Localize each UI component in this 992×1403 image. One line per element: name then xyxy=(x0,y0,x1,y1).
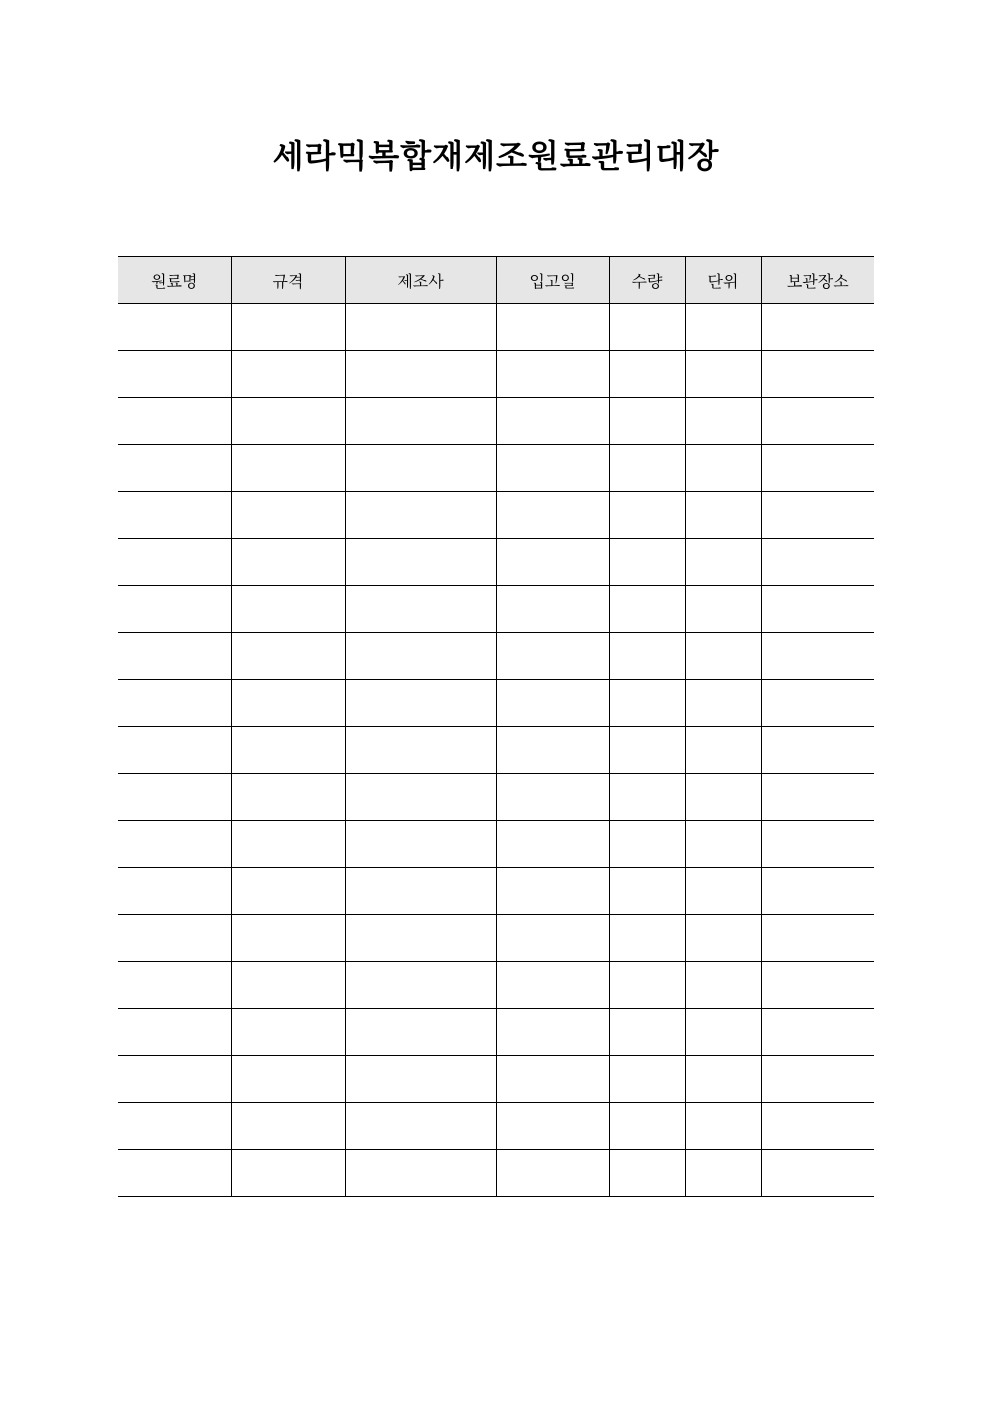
header-material-name: 원료명 xyxy=(118,257,231,304)
table-cell[interactable] xyxy=(118,1103,231,1150)
table-row xyxy=(118,680,874,727)
table-cell[interactable] xyxy=(231,445,345,492)
table-cell[interactable] xyxy=(345,1150,496,1197)
table-cell[interactable] xyxy=(609,962,685,1009)
table-row xyxy=(118,492,874,539)
table-cell[interactable] xyxy=(496,586,609,633)
table-row xyxy=(118,445,874,492)
table-cell[interactable] xyxy=(761,868,874,915)
table-cell[interactable] xyxy=(118,586,231,633)
table-cell[interactable] xyxy=(761,821,874,868)
table-cell[interactable] xyxy=(496,774,609,821)
header-receipt-date: 입고일 xyxy=(496,257,609,304)
header-storage-location: 보관장소 xyxy=(761,257,874,304)
table-cell[interactable] xyxy=(761,445,874,492)
table-cell[interactable] xyxy=(685,821,761,868)
table-cell[interactable] xyxy=(685,962,761,1009)
table-cell[interactable] xyxy=(761,727,874,774)
table-cell[interactable] xyxy=(761,962,874,1009)
table-cell[interactable] xyxy=(496,304,609,351)
table-cell[interactable] xyxy=(761,915,874,962)
table-cell[interactable] xyxy=(231,727,345,774)
table-cell[interactable] xyxy=(761,774,874,821)
table-cell[interactable] xyxy=(118,445,231,492)
table-cell[interactable] xyxy=(685,492,761,539)
table-cell[interactable] xyxy=(345,1103,496,1150)
table-cell[interactable] xyxy=(609,868,685,915)
table-cell[interactable] xyxy=(609,680,685,727)
table-cell[interactable] xyxy=(231,1103,345,1150)
table-cell[interactable] xyxy=(761,586,874,633)
table-cell[interactable] xyxy=(761,492,874,539)
table-cell[interactable] xyxy=(685,586,761,633)
table-cell[interactable] xyxy=(609,492,685,539)
table-cell[interactable] xyxy=(118,821,231,868)
table-cell[interactable] xyxy=(231,304,345,351)
table-cell[interactable] xyxy=(231,774,345,821)
table-cell[interactable] xyxy=(496,351,609,398)
header-unit: 단위 xyxy=(685,257,761,304)
table-cell[interactable] xyxy=(231,915,345,962)
table-row xyxy=(118,962,874,1009)
table-cell[interactable] xyxy=(345,633,496,680)
table-cell[interactable] xyxy=(345,398,496,445)
ledger-body xyxy=(118,304,874,1197)
table-cell[interactable] xyxy=(118,1009,231,1056)
table-cell[interactable] xyxy=(231,492,345,539)
table-row xyxy=(118,774,874,821)
table-row xyxy=(118,1150,874,1197)
table-row xyxy=(118,1056,874,1103)
table-cell[interactable] xyxy=(761,304,874,351)
table-cell[interactable] xyxy=(609,821,685,868)
table-cell[interactable] xyxy=(118,539,231,586)
table-cell[interactable] xyxy=(609,1056,685,1103)
table-cell[interactable] xyxy=(345,915,496,962)
table-cell[interactable] xyxy=(496,539,609,586)
table-cell[interactable] xyxy=(345,304,496,351)
table-row xyxy=(118,539,874,586)
table-cell[interactable] xyxy=(496,633,609,680)
table-cell[interactable] xyxy=(345,1056,496,1103)
table-cell[interactable] xyxy=(496,1009,609,1056)
table-cell[interactable] xyxy=(609,915,685,962)
table-cell[interactable] xyxy=(118,727,231,774)
table-cell[interactable] xyxy=(496,492,609,539)
table-cell[interactable] xyxy=(345,680,496,727)
table-cell[interactable] xyxy=(685,1009,761,1056)
table-cell[interactable] xyxy=(685,445,761,492)
table-cell[interactable] xyxy=(496,680,609,727)
table-cell[interactable] xyxy=(685,304,761,351)
table-cell[interactable] xyxy=(685,1056,761,1103)
table-cell[interactable] xyxy=(118,398,231,445)
table-cell[interactable] xyxy=(609,1009,685,1056)
table-cell[interactable] xyxy=(496,445,609,492)
table-cell[interactable] xyxy=(118,915,231,962)
raw-material-ledger-table xyxy=(118,256,874,1197)
table-cell[interactable] xyxy=(118,1056,231,1103)
table-cell[interactable] xyxy=(496,868,609,915)
table-cell[interactable] xyxy=(685,398,761,445)
table-cell[interactable] xyxy=(345,351,496,398)
table-cell[interactable] xyxy=(685,1103,761,1150)
table-cell[interactable] xyxy=(118,680,231,727)
header-manufacturer: 제조사 xyxy=(345,257,496,304)
table-cell[interactable] xyxy=(231,962,345,1009)
table-row xyxy=(118,586,874,633)
table-cell[interactable] xyxy=(609,304,685,351)
table-cell[interactable] xyxy=(118,492,231,539)
table-cell[interactable] xyxy=(685,868,761,915)
table-cell[interactable] xyxy=(609,774,685,821)
table-cell[interactable] xyxy=(345,1009,496,1056)
table-cell[interactable] xyxy=(496,1150,609,1197)
table-cell[interactable] xyxy=(761,1150,874,1197)
table-row xyxy=(118,351,874,398)
table-cell[interactable] xyxy=(685,1150,761,1197)
table-cell[interactable] xyxy=(345,445,496,492)
table-cell[interactable] xyxy=(118,351,231,398)
table-cell[interactable] xyxy=(496,915,609,962)
table-cell[interactable] xyxy=(231,821,345,868)
table-cell[interactable] xyxy=(761,1009,874,1056)
table-cell[interactable] xyxy=(609,727,685,774)
table-cell[interactable] xyxy=(609,445,685,492)
table-cell[interactable] xyxy=(761,1103,874,1150)
table-cell[interactable] xyxy=(345,492,496,539)
table-cell[interactable] xyxy=(118,774,231,821)
table-cell[interactable] xyxy=(345,774,496,821)
table-cell[interactable] xyxy=(345,539,496,586)
table-cell[interactable] xyxy=(609,1150,685,1197)
table-cell[interactable] xyxy=(496,1103,609,1150)
table-row xyxy=(118,1103,874,1150)
table-cell[interactable] xyxy=(231,1150,345,1197)
table-cell[interactable] xyxy=(685,727,761,774)
table-cell[interactable] xyxy=(231,868,345,915)
table-cell[interactable] xyxy=(231,586,345,633)
document-title: 세라믹복합재제조원료관리대장 xyxy=(272,137,720,175)
table-cell[interactable] xyxy=(345,868,496,915)
table-cell[interactable] xyxy=(496,821,609,868)
table-row xyxy=(118,1009,874,1056)
table-row xyxy=(118,868,874,915)
table-cell[interactable] xyxy=(231,680,345,727)
table-cell[interactable] xyxy=(609,633,685,680)
table-cell[interactable] xyxy=(231,1009,345,1056)
table-cell[interactable] xyxy=(345,727,496,774)
table-row xyxy=(118,727,874,774)
table-cell[interactable] xyxy=(685,774,761,821)
table-cell[interactable] xyxy=(118,304,231,351)
table-cell[interactable] xyxy=(609,539,685,586)
table-cell[interactable] xyxy=(685,680,761,727)
table-cell[interactable] xyxy=(231,633,345,680)
table-cell[interactable] xyxy=(685,539,761,586)
table-cell[interactable] xyxy=(496,727,609,774)
table-cell[interactable] xyxy=(609,398,685,445)
table-cell[interactable] xyxy=(345,962,496,1009)
table-cell[interactable] xyxy=(761,633,874,680)
table-cell[interactable] xyxy=(118,633,231,680)
table-cell[interactable] xyxy=(496,962,609,1009)
table-row xyxy=(118,915,874,962)
table-cell[interactable] xyxy=(609,586,685,633)
table-cell[interactable] xyxy=(761,1056,874,1103)
table-cell[interactable] xyxy=(761,398,874,445)
table-cell[interactable] xyxy=(496,398,609,445)
table-cell[interactable] xyxy=(231,539,345,586)
table-row xyxy=(118,398,874,445)
table-cell[interactable] xyxy=(609,1103,685,1150)
table-row xyxy=(118,304,874,351)
table-cell[interactable] xyxy=(685,351,761,398)
table-cell[interactable] xyxy=(685,633,761,680)
table-row xyxy=(118,821,874,868)
table-cell[interactable] xyxy=(609,351,685,398)
table-cell[interactable] xyxy=(685,915,761,962)
table-cell[interactable] xyxy=(118,1150,231,1197)
table-cell[interactable] xyxy=(345,821,496,868)
table-cell[interactable] xyxy=(231,398,345,445)
table-cell[interactable] xyxy=(345,586,496,633)
table-cell[interactable] xyxy=(118,962,231,1009)
table-row xyxy=(118,633,874,680)
table-cell[interactable] xyxy=(761,680,874,727)
header-quantity: 수량 xyxy=(609,257,685,304)
table-cell[interactable] xyxy=(231,351,345,398)
table-cell[interactable] xyxy=(496,1056,609,1103)
table-cell[interactable] xyxy=(231,1056,345,1103)
header-specification: 규격 xyxy=(231,257,345,304)
table-cell[interactable] xyxy=(761,351,874,398)
table-cell[interactable] xyxy=(761,539,874,586)
header-row xyxy=(118,257,874,304)
table-cell[interactable] xyxy=(118,868,231,915)
